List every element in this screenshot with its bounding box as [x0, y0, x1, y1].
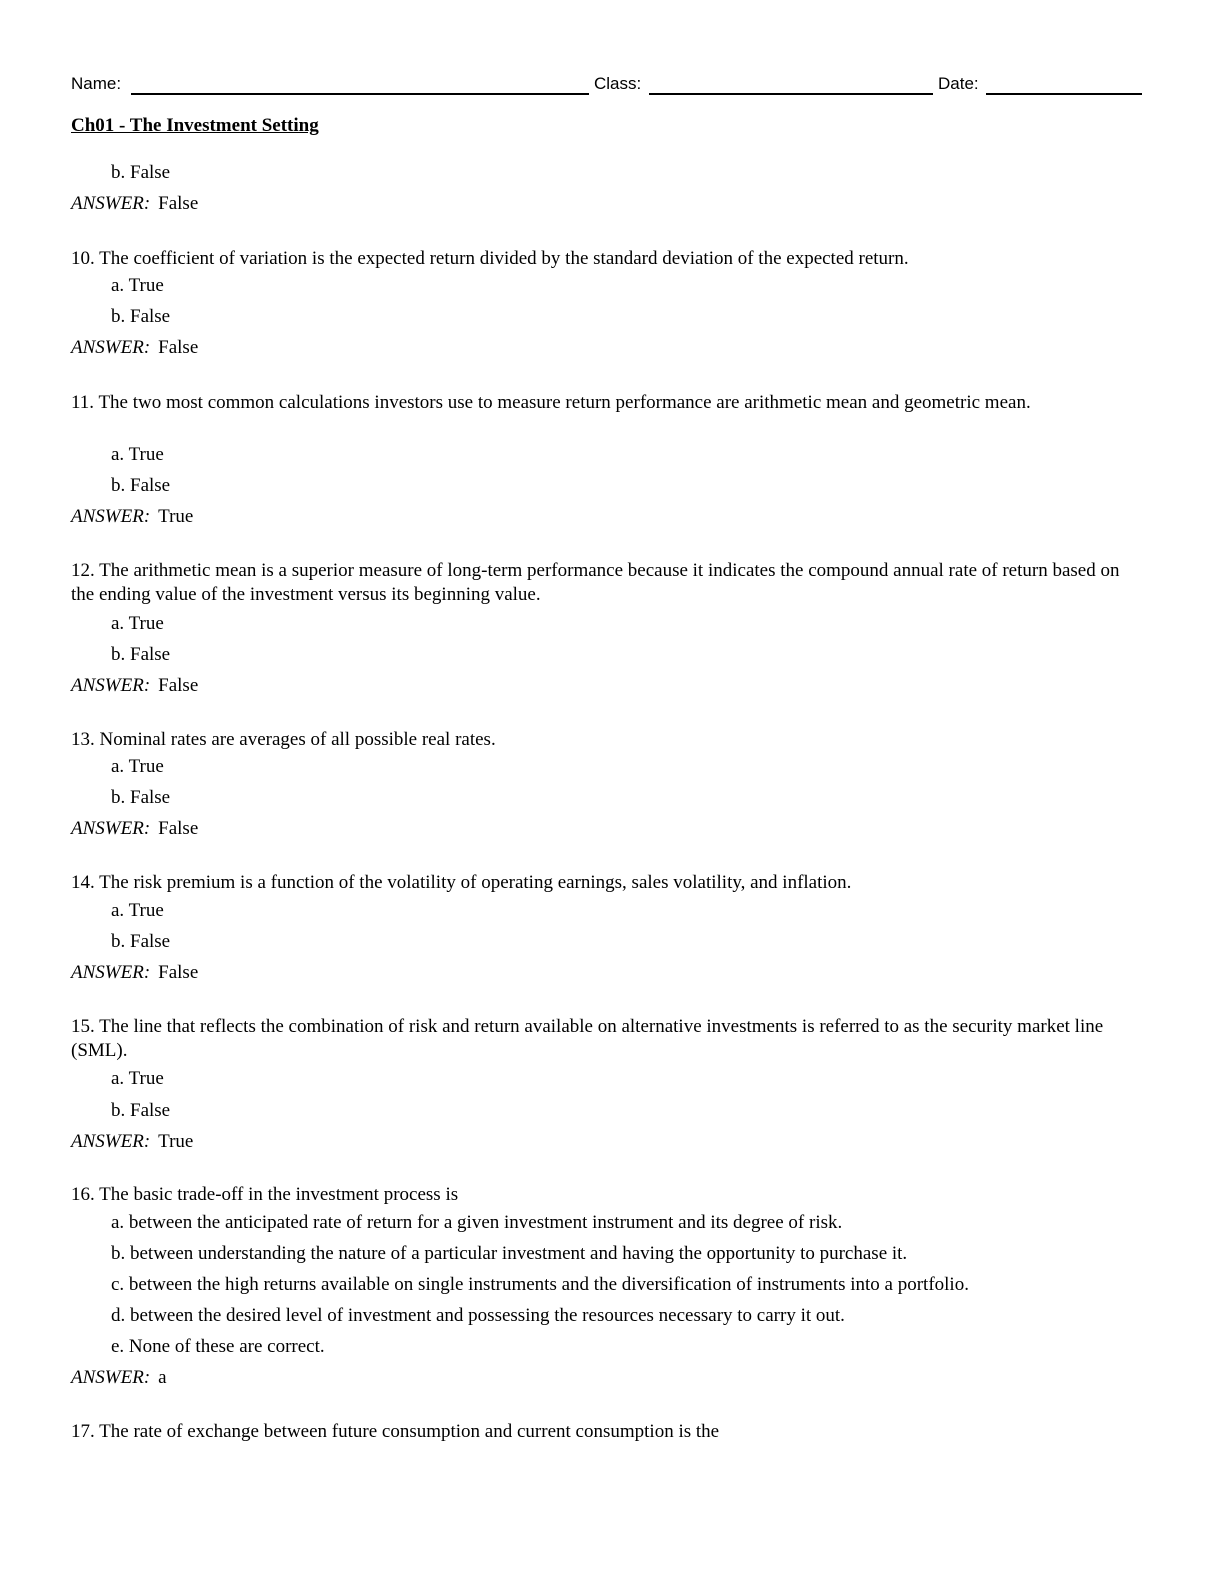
question-text: 12. The arithmetic mean is a superior measure of long-term performance because it indicates the compound annual rate of return based on the ending value of the investment versus its beginning value. — [71, 560, 1120, 605]
answer-line — [71, 674, 198, 698]
option-item: b. False — [111, 931, 171, 952]
option-item: a. between the anticipated rate of return for a given investment instrument and its degree of risk. — [111, 1212, 843, 1233]
answer-line — [71, 336, 198, 360]
answer-line — [71, 192, 198, 216]
answer-value: a — [158, 1367, 167, 1388]
answer-label: ANSWER: — [71, 506, 151, 527]
option-item: a. True — [111, 613, 164, 634]
answer-value: False — [158, 337, 199, 358]
answer-line — [71, 1366, 167, 1390]
answer-label: ANSWER: — [71, 818, 151, 839]
option-item: b. False — [111, 475, 171, 496]
answer-value: True — [158, 1131, 194, 1152]
answer-value: False — [158, 675, 199, 696]
date-label: Date: — [938, 74, 979, 93]
answer-value: False — [158, 962, 199, 983]
option-item: c. between the high returns available on single instruments and the diversification of instruments into a portfolio. — [111, 1274, 969, 1295]
question-text: 17. The rate of exchange between future consumption and current consumption is the — [71, 1421, 720, 1442]
option-item: d. between the desired level of investment and possessing the resources necessary to carry it out. — [111, 1305, 845, 1326]
answer-line — [71, 1130, 193, 1154]
answer-label: ANSWER: — [71, 1367, 151, 1388]
class-label: Class: — [594, 74, 642, 93]
answer-label: ANSWER: — [71, 675, 151, 696]
name-label: Name: — [71, 74, 122, 93]
option-item: a. True — [111, 756, 164, 777]
answer-label: ANSWER: — [71, 1131, 151, 1152]
answer-value: True — [158, 506, 194, 527]
option-item: a. True — [111, 900, 164, 921]
question-text: 11. The two most common calculations investors use to measure return performance are arithmetic mean and geometric mean. — [71, 392, 1031, 413]
question-text: 10. The coefficient of variation is the expected return divided by the standard deviation of the expected return. — [71, 248, 909, 269]
option-item: e. None of these are correct. — [111, 1336, 325, 1357]
answer-value: False — [158, 818, 199, 839]
answer-label: ANSWER: — [71, 962, 151, 983]
chapter-title: Ch01 - The Investment Setting — [71, 115, 319, 136]
answer-label: ANSWER: — [71, 193, 151, 214]
answer-line — [71, 961, 198, 985]
answer-line — [71, 817, 198, 841]
question-text: 16. The basic trade-off in the investment process is — [71, 1184, 459, 1205]
option-item: b. False — [111, 162, 171, 183]
option-item: b. False — [111, 787, 171, 808]
answer-label: ANSWER: — [71, 337, 151, 358]
option-item: b. False — [111, 306, 171, 327]
answer-line — [71, 505, 193, 529]
option-item: b. between understanding the nature of a particular investment and having the opportunity to purchase it. — [111, 1243, 908, 1264]
student-info-header — [71, 72, 1142, 98]
option-item: b. False — [111, 644, 171, 665]
option-item: a. True — [111, 275, 164, 296]
answer-value: False — [158, 193, 199, 214]
question-text: 14. The risk premium is a function of the volatility of operating earnings, sales volatility, and inflation. — [71, 872, 852, 893]
date-field[interactable] — [986, 93, 1142, 95]
option-item: a. True — [111, 1068, 164, 1089]
name-field[interactable] — [131, 93, 589, 95]
question-text: 13. Nominal rates are averages of all possible real rates. — [71, 729, 496, 750]
class-field[interactable] — [649, 93, 933, 95]
option-item: a. True — [111, 444, 164, 465]
question-text: 15. The line that reflects the combination of risk and return available on alternative investments is referred to as the security market line (SML). — [71, 1016, 1104, 1061]
option-item: b. False — [111, 1100, 171, 1121]
